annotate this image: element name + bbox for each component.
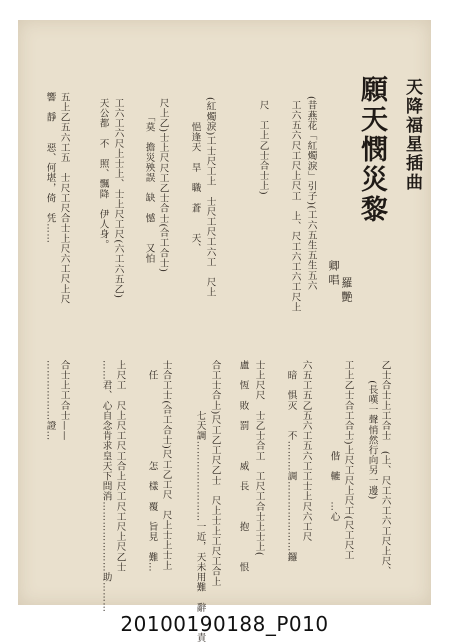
right-column-4: (紅燭淚)工士尺工上 士尺工尺工六工 尺上 (204, 97, 216, 298)
left-column-13: 上尺工 尺上尺工尺工合上尺工尺工尺上尺乙士 (114, 360, 126, 573)
right-column-2: 工六五六尺工尺上尺工 上、尺工六工六工尺上 (289, 100, 301, 313)
left-column-7: 士上尺尺 士乙士合工 工尺工合士上士上( (253, 360, 265, 557)
right-column-11: 響 靜 惡、何堪，倚 凭…… (44, 92, 56, 244)
left-column-4: 偕 轆 …心 (328, 360, 340, 522)
right-column-5: 悒逢天 旱 職 蒼 天、 (189, 112, 201, 254)
left-column-5: 六五工五乙五六工五六工工士上尺六工尺 (300, 360, 312, 542)
left-column-9: 合工士合上)尺工乙工尺乙士 尺上士上工尺工合上 (209, 360, 221, 587)
left-column-8: 盧 恆 敗 罰 威 長 抱 恨 (237, 360, 249, 573)
right-column-9: 天公都 不 照、飄降 伊人身。 (97, 98, 109, 250)
author-role: 卿唱 (327, 260, 340, 288)
left-column-15: 合士上工合士—— (58, 360, 70, 441)
right-column-6: 尺上乙)士上尺尺工乙士合士(合工合士) (157, 98, 169, 273)
right-column-7: 「莫 擔災殃誤 缺 憾 又怕 (143, 112, 155, 264)
left-column-12: 任 怎 樣 覆 旨見 難… (146, 360, 158, 573)
accession-id-caption: 20100190188_P010 (120, 612, 329, 636)
heading-prefix: 天降福星插曲 (402, 78, 422, 192)
left-column-16: ………………證… (44, 360, 56, 441)
left-column-11: 士合工士(合工合士)尺工乙工尺 尺上士上士上 (160, 360, 172, 571)
right-column-1: (昔燕花「紅燭淚」引子)(工六五生五生五六 (305, 96, 317, 291)
left-column-3: 工上乙士合工合士)上尺工尺上尺工(尺工尺工 (342, 360, 354, 561)
left-column-6: 暗 惧灭 不………調…………………鑼 (285, 360, 297, 562)
left-column-2: (長嘆一聲悄然行向另一邊) (366, 360, 378, 500)
author-name: 羅艷 (340, 277, 353, 305)
right-column-8: 工六工六尺上士上、士上尺工尺(六工六五乙) (112, 98, 124, 299)
left-column-1: 乙士合士上工合士 (上、尺工六工六工尺上尺、 (379, 360, 391, 577)
right-column-3: 尺 工上乙士合士上) (257, 100, 269, 196)
heading-title: 願天憫災黎 (356, 75, 387, 225)
right-column-10: 五上乙五六工五 士尺工尺合士上尺六工尺上尺 (58, 92, 70, 305)
left-column-10: 七天調……………………一近，天未用難 辭 責 (194, 360, 206, 643)
left-column-14: ……君、心自念肯求皇天下問消…………………助……… (100, 360, 112, 613)
